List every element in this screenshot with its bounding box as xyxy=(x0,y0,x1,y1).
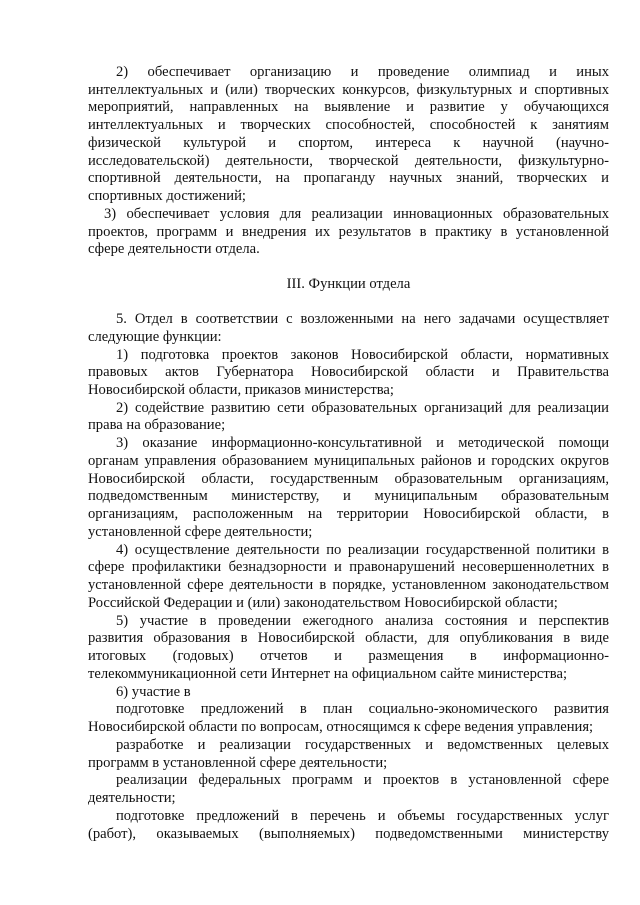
text-line: деятельности; xyxy=(88,790,176,806)
text-line: Российской Федерации и (или) законодательством Новосибирской области; xyxy=(88,595,558,611)
text-line: организациям, расположенным на территории Новосибирской области, в xyxy=(88,506,609,522)
text-line: 3) оказание информационно-консультативной и методической помощи xyxy=(116,435,609,451)
text-line: Новосибирской области, государственным образовательным организациям, xyxy=(88,471,609,487)
text-line: развития образования в Новосибирской области, для опубликования в виде xyxy=(88,630,609,646)
text-line: подготовке предложений в план социально-экономического развития xyxy=(116,701,609,717)
text-line: интеллектуальных и (или) творческих конкурсов, физкультурных и спортивных xyxy=(88,82,609,98)
text-line: 4) осуществление деятельности по реализации государственной политики в xyxy=(116,542,609,558)
text-line: органам управления образованием муниципальных районов и городских округов xyxy=(88,453,609,469)
text-line: 5) участие в проведении ежегодного анализа состояния и перспектив xyxy=(116,613,609,629)
text-line: Новосибирской области, приказов министерства; xyxy=(88,382,394,398)
text-line: следующие функции: xyxy=(88,329,222,345)
text-line: телекоммуникационной сети Интернет на официальном сайте министерства; xyxy=(88,666,567,682)
text-line: программ в установленной сфере деятельности; xyxy=(88,755,388,771)
text-line: интеллектуальных и творческих способностей, способностей к занятиям xyxy=(88,117,609,133)
text-line: 1) подготовка проектов законов Новосибирской области, нормативных xyxy=(116,347,609,363)
text-line: 2) содействие развитию сети образовательных организаций для реализации xyxy=(116,400,609,416)
text-line: правовых актов Губернатора Новосибирской области и Правительства xyxy=(88,364,609,380)
text-line: сфере деятельности отдела. xyxy=(88,241,260,257)
text-line: права на образование; xyxy=(88,417,226,433)
text-line: 3) обеспечивает условия для реализации инновационных образовательных xyxy=(104,206,609,222)
text-line: мероприятий, направленных на выявление и развитие у обучающихся xyxy=(88,99,609,115)
text-line: реализации федеральных программ и проектов в установленной сфере xyxy=(116,772,609,788)
text-line: установленной сфере деятельности в порядке, установленном законодательством xyxy=(88,577,609,593)
text-line: проектов, программ и внедрения их результатов в практику в установленной xyxy=(88,224,609,240)
text-line: спортивных достижений; xyxy=(88,188,246,204)
text-line: 2) обеспечивает организацию и проведение олимпиад и иных xyxy=(116,64,609,80)
text-line: 6) участие в xyxy=(116,684,191,700)
text-line: подведомственным министерству, и муниципальным образовательным xyxy=(88,488,609,504)
text-line: установленной сфере деятельности; xyxy=(88,524,313,540)
text-line: физической культурой и спортом, интереса к научной (научно- xyxy=(88,135,609,151)
text-line: итоговых (годовых) отчетов и размещения в информационно- xyxy=(88,648,609,664)
section-heading: III. Функции отдела xyxy=(286,276,411,292)
text-line: сфере профилактики безнадзорности и правонарушений несовершеннолетних в xyxy=(88,559,609,575)
text-line: (работ), оказываемых (выполняемых) подведомственными министерству xyxy=(88,826,609,842)
text-line: 5. Отдел в соответствии с возложенными на него задачами осуществляет xyxy=(116,311,609,327)
text-line: исследовательской) деятельности, творческой деятельности, физкультурно- xyxy=(88,153,609,169)
text-line: спортивной деятельности, на пропаганду научных знаний, творческих и xyxy=(88,170,609,186)
text-line: разработке и реализации государственных и ведомственных целевых xyxy=(116,737,609,753)
text-line: подготовке предложений в перечень и объемы государственных услуг xyxy=(116,808,609,824)
text-line: Новосибирской области по вопросам, относящимся к сфере ведения управления; xyxy=(88,719,594,735)
